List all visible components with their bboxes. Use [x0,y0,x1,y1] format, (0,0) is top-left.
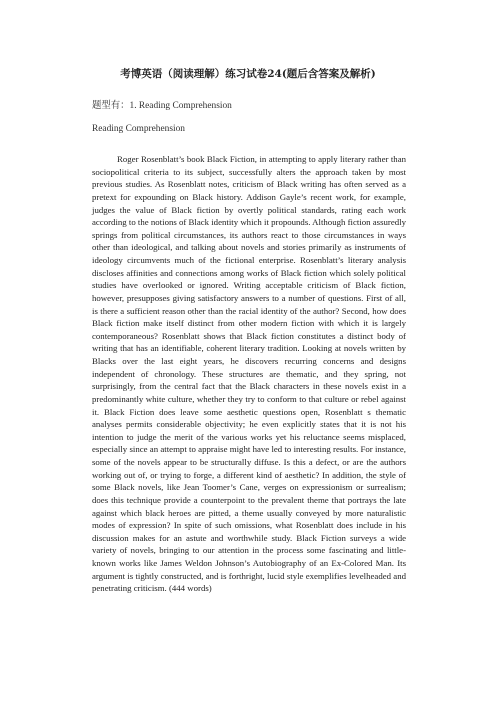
reading-passage: Roger Rosenblatt’s book Black Fiction, in attempting to apply literary rather than sociopolitical criteria to its subject, successfully alters the approach taken by most previous studies. As Rosenblatt notes, criticism of Black writing has often served as a pretext for expounding on Black history. Addison Gayle’s recent work, for example, judges the value of Black fiction by overtly political standards, rating each work according to the notions of Black identity which it propounds. Although fiction assuredly springs from political circumstances, its authors react to those circumstances in ways other than ideological, and talking about novels and stories primarily as instruments of ideology circumvents much of the fictional enterprise. Rosenblatt’s literary analysis discloses affinities and connections among works of Black fiction which solely political studies have overlooked or ignored. Writing acceptable criticism of Black fiction, however, presupposes giving satisfactory answers to a number of questions. First of all, is there a sufficient reason other than the racial identity of the author? Second, how does Black fiction make itself distinct from other modern fiction with which it is largely contemporaneous? Rosenblatt shows that Black fiction constitutes a distinct body of writing that has an identifiable, coherent literary tradition. Looking at novels written by Blacks over the last eight years, he discovers recurring concerns and designs independent of chronology. These structures are thematic, and they spring, not surprisingly, from the central fact that the Black characters in these novels exist in a predominantly white culture, whether they try to conform to that culture or rebel against it. Black Fiction does leave some aesthetic questions open, Rosenblatt s thematic analyses permits considerable objectivity; he even explicitly states that it is not his intention to judge the merit of the various works yet his reluctance seems misplaced, especially since an attempt to appraise might have led to interesting results. For instance, some of the novels appear to be structurally diffuse. Is this a defect, or are the authors working out of, or trying to forge, a different kind of aesthetic? In addition, the style of some Black novels, like Jean Toomer’s Cane, verges on expressionism or surrealism; does this technique provide a counterpoint to the prevalent theme that portrays the late against which black heroes are pitted, a theme usually conveyed by more naturalistic modes of expression? In spite of such omissions, what Rosenblatt does include in his discussion makes for an astute and worthwhile study. Black Fiction surveys a wide variety of novels, bringing to our attention in the process some fascinating and little-known works like James Weldon Johnson’s Autobiography of an Ex-Colored Man. Its argument is tightly constructed, and is forthright, lucid style exemplifies levelheaded and penetrating criticism. (444 words) [92,154,406,594]
section-heading: Reading Comprehension [92,124,185,134]
question-type-line: 题型有：1. Reading Comprehension [92,101,232,111]
document-title: 考博英语（阅读理解）练习试卷24(题后含答案及解析) [120,68,376,80]
